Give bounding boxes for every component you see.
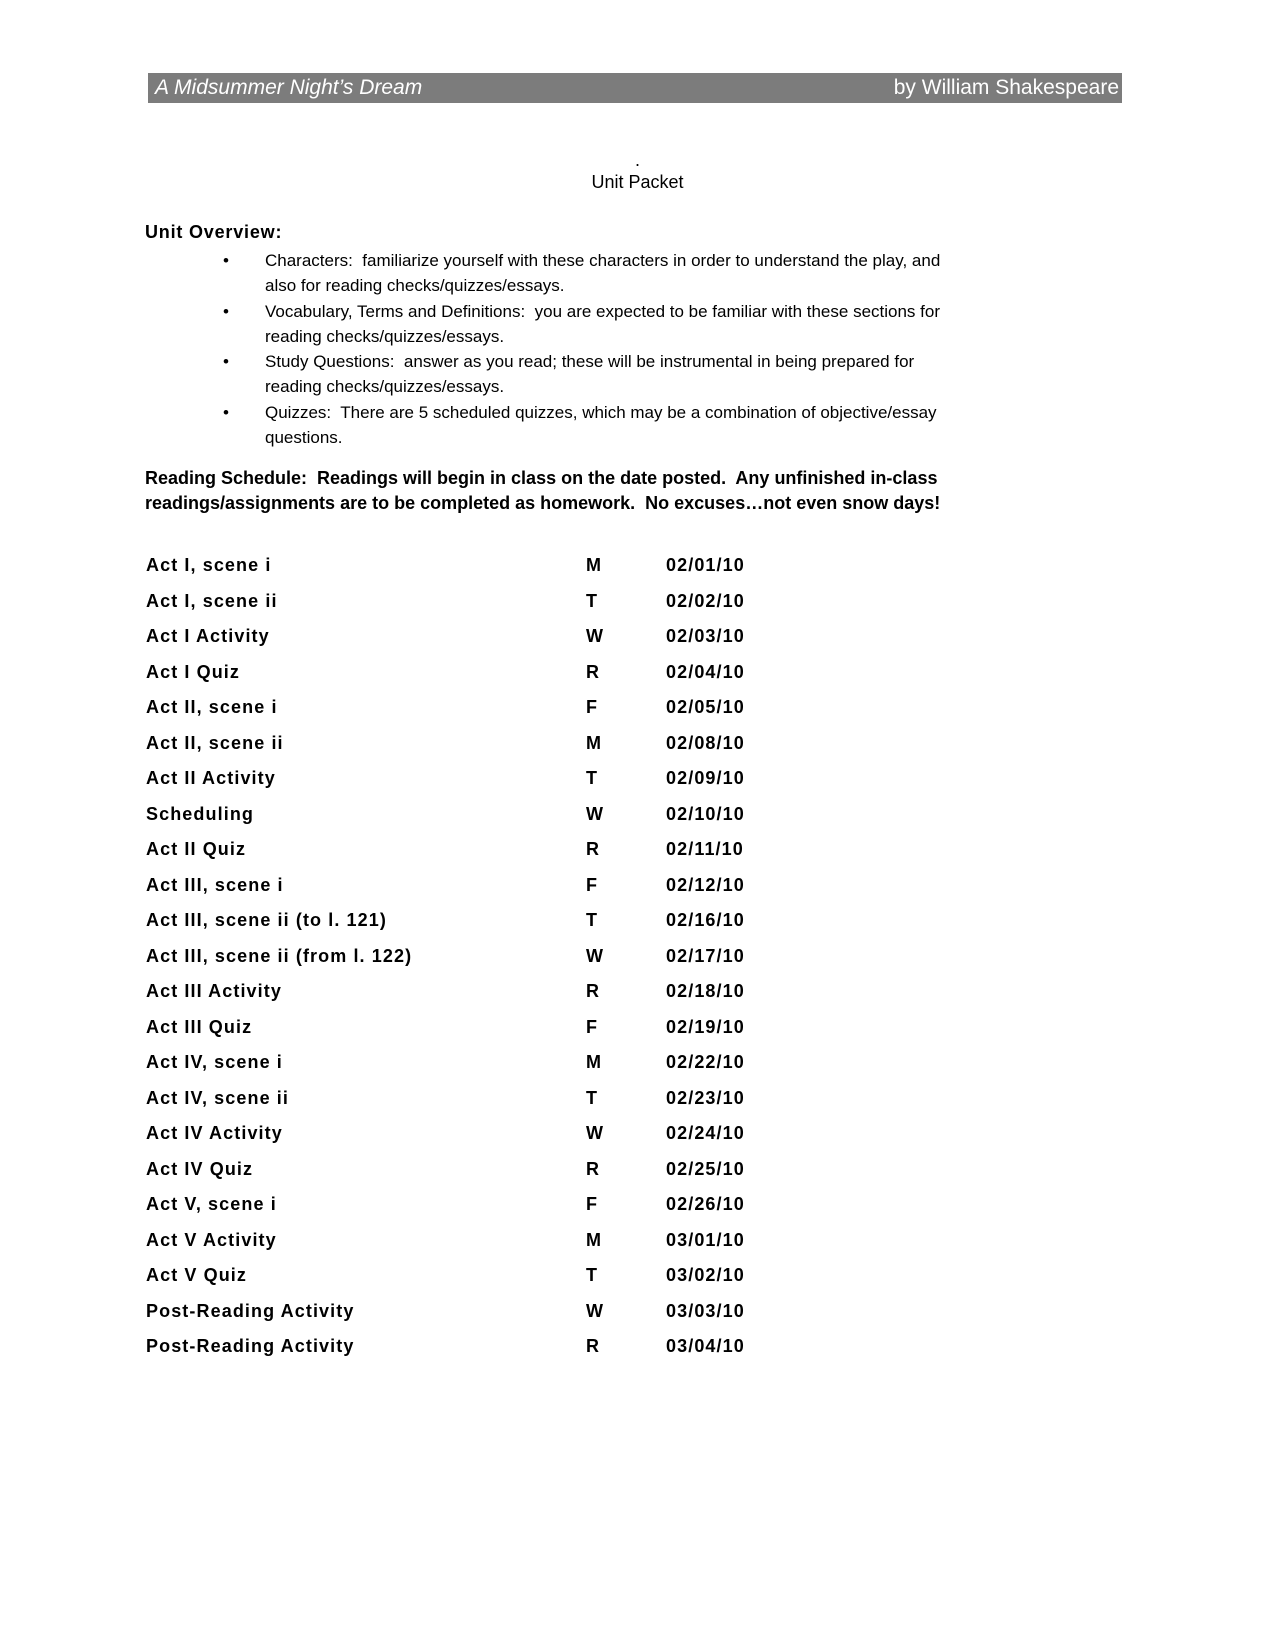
schedule-date: 02/16/10	[666, 910, 745, 930]
schedule-day-letter: M	[586, 1052, 603, 1072]
reading-schedule-intro	[145, 466, 1105, 517]
schedule-item-label: Post-Reading Activity	[146, 1300, 355, 1321]
bullet-text-line: Characters: familiarize yourself with these characters in order to understand the play, and	[265, 251, 941, 270]
book-title: A Midsummer Night’s Dream	[155, 76, 423, 99]
schedule-row	[146, 1265, 966, 1301]
reading-schedule-line: Reading Schedule: Readings will begin in class on the date posted. Any unfinished in-class	[145, 468, 938, 488]
schedule-day-letter: W	[586, 1300, 605, 1321]
schedule-day-letter: T	[586, 910, 599, 930]
schedule-date: 03/03/10	[666, 1300, 745, 1321]
schedule-row	[146, 662, 966, 698]
overview-heading: Unit Overview:	[145, 222, 283, 242]
schedule-item-label: Act IV Activity	[146, 1123, 283, 1143]
schedule-date: 02/25/10	[666, 1158, 745, 1179]
schedule-date: 02/22/10	[666, 1052, 745, 1072]
schedule-date: 02/11/10	[666, 839, 744, 859]
schedule-row	[146, 910, 966, 946]
bullet-icon: •	[223, 301, 229, 321]
schedule-day-letter: M	[586, 555, 603, 575]
schedule-day-letter: T	[586, 768, 599, 788]
schedule-item-label: Act III Quiz	[146, 1016, 253, 1037]
schedule-row	[146, 1052, 966, 1088]
schedule-row	[146, 1088, 966, 1124]
schedule-item-label: Act IV, scene ii	[146, 1087, 290, 1108]
schedule-item-label: Act II Activity	[146, 768, 276, 788]
schedule-row	[146, 1123, 966, 1159]
schedule-day-letter: R	[586, 839, 601, 859]
schedule-row	[146, 839, 966, 875]
schedule-day-letter: F	[586, 697, 599, 717]
schedule-row	[146, 733, 966, 769]
schedule-item-label: Act I Activity	[146, 626, 270, 646]
schedule-row	[146, 875, 966, 911]
schedule-item-label: Act III, scene ii (to l. 121)	[146, 910, 387, 930]
schedule-item-label: Act IV Quiz	[146, 1158, 254, 1179]
schedule-date: 02/09/10	[666, 768, 745, 788]
schedule-row	[146, 1159, 966, 1195]
bullet-text-line: Vocabulary, Terms and Definitions: you are expected to be familiar with these sections for	[265, 301, 940, 321]
reading-schedule-table	[146, 555, 966, 1372]
schedule-item-label: Act II Quiz	[146, 839, 247, 859]
schedule-row	[146, 1194, 966, 1230]
schedule-day-letter: M	[586, 732, 603, 753]
bullet-text-line: also for reading checks/quizzes/essays.	[265, 276, 565, 296]
schedule-day-letter: W	[586, 945, 605, 966]
schedule-date: 02/01/10	[666, 555, 745, 575]
schedule-item-label: Act V, scene i	[146, 1194, 277, 1214]
schedule-row	[146, 555, 966, 591]
schedule-row	[146, 804, 966, 840]
schedule-item-label: Act I, scene ii	[146, 590, 278, 611]
overview-bullet-item	[145, 299, 1085, 350]
schedule-item-label: Post-Reading Activity	[146, 1336, 355, 1356]
schedule-day-letter: F	[586, 874, 599, 895]
schedule-date: 02/05/10	[666, 697, 745, 717]
schedule-day-letter: F	[586, 1016, 599, 1037]
bullet-text-line: reading checks/quizzes/essays.	[265, 377, 505, 397]
header-bar	[148, 73, 1122, 103]
schedule-date: 02/03/10	[666, 626, 745, 646]
schedule-date: 02/19/10	[666, 1016, 745, 1037]
schedule-date: 02/17/10	[666, 945, 745, 966]
schedule-row	[146, 1017, 966, 1053]
schedule-day-letter: T	[586, 1265, 599, 1285]
schedule-date: 03/01/10	[666, 1229, 745, 1250]
schedule-item-label: Act IV, scene i	[146, 1052, 283, 1072]
schedule-day-letter: R	[586, 981, 601, 1001]
schedule-date: 02/12/10	[666, 874, 745, 895]
schedule-day-letter: M	[586, 1229, 603, 1250]
schedule-date: 02/08/10	[666, 732, 745, 753]
schedule-date: 03/02/10	[666, 1265, 745, 1285]
schedule-day-letter: W	[586, 803, 605, 824]
bullet-icon: •	[223, 251, 229, 270]
overview-bullet-item	[145, 349, 1085, 400]
schedule-row	[146, 1336, 966, 1372]
schedule-item-label: Act II, scene ii	[146, 732, 284, 753]
schedule-day-letter: F	[586, 1194, 599, 1214]
schedule-row	[146, 591, 966, 627]
overview-bullet-item	[145, 248, 1085, 299]
schedule-date: 02/02/10	[666, 590, 745, 611]
schedule-date: 02/26/10	[666, 1194, 745, 1214]
schedule-item-label: Act III, scene ii (from l. 122)	[146, 945, 413, 966]
schedule-date: 02/18/10	[666, 981, 745, 1001]
schedule-item-label: Act III, scene i	[146, 874, 284, 895]
schedule-item-label: Act II, scene i	[146, 697, 278, 717]
bullet-text-line: reading checks/quizzes/essays.	[265, 326, 505, 346]
schedule-item-label: Act I Quiz	[146, 661, 241, 682]
schedule-row	[146, 1301, 966, 1337]
schedule-day-letter: T	[586, 1087, 599, 1108]
schedule-item-label: Act I, scene i	[146, 555, 272, 575]
schedule-date: 02/24/10	[666, 1123, 745, 1143]
schedule-row	[146, 1230, 966, 1266]
schedule-item-label: Act III Activity	[146, 981, 282, 1001]
book-author: by William Shakespeare	[893, 76, 1119, 99]
bullet-icon: •	[223, 352, 229, 372]
bullet-text-line: questions.	[265, 428, 343, 448]
schedule-date: 03/04/10	[666, 1336, 745, 1356]
schedule-day-letter: R	[586, 1158, 601, 1179]
schedule-row	[146, 626, 966, 662]
schedule-day-letter: W	[586, 1123, 605, 1143]
schedule-date: 02/10/10	[666, 803, 745, 824]
schedule-row	[146, 697, 966, 733]
schedule-item-label: Scheduling	[146, 803, 255, 824]
schedule-item-label: Act V Activity	[146, 1229, 277, 1250]
unit-overview-section	[145, 222, 1085, 450]
reading-schedule-line: readings/assignments are to be completed as homework. No excuses…not even snow days!	[145, 493, 941, 514]
schedule-day-letter: R	[586, 661, 601, 682]
schedule-date: 02/23/10	[666, 1087, 745, 1108]
bullet-icon: •	[223, 402, 229, 422]
schedule-row	[146, 981, 966, 1017]
bullet-text-line: Quizzes: There are 5 scheduled quizzes, which may be a combination of objective/essay	[265, 402, 937, 422]
overview-bullet-list	[145, 248, 1085, 450]
schedule-row	[146, 946, 966, 982]
schedule-day-letter: W	[586, 626, 605, 646]
schedule-item-label: Act V Quiz	[146, 1265, 248, 1285]
bullet-text-line: Study Questions: answer as you read; these will be instrumental in being prepared for	[265, 352, 915, 372]
overview-bullet-item	[145, 400, 1085, 451]
schedule-row	[146, 768, 966, 804]
schedule-day-letter: T	[586, 590, 599, 611]
stray-period: .	[634, 150, 640, 170]
page-title: Unit Packet	[591, 172, 684, 192]
schedule-date: 02/04/10	[666, 661, 745, 682]
schedule-day-letter: R	[586, 1336, 601, 1356]
